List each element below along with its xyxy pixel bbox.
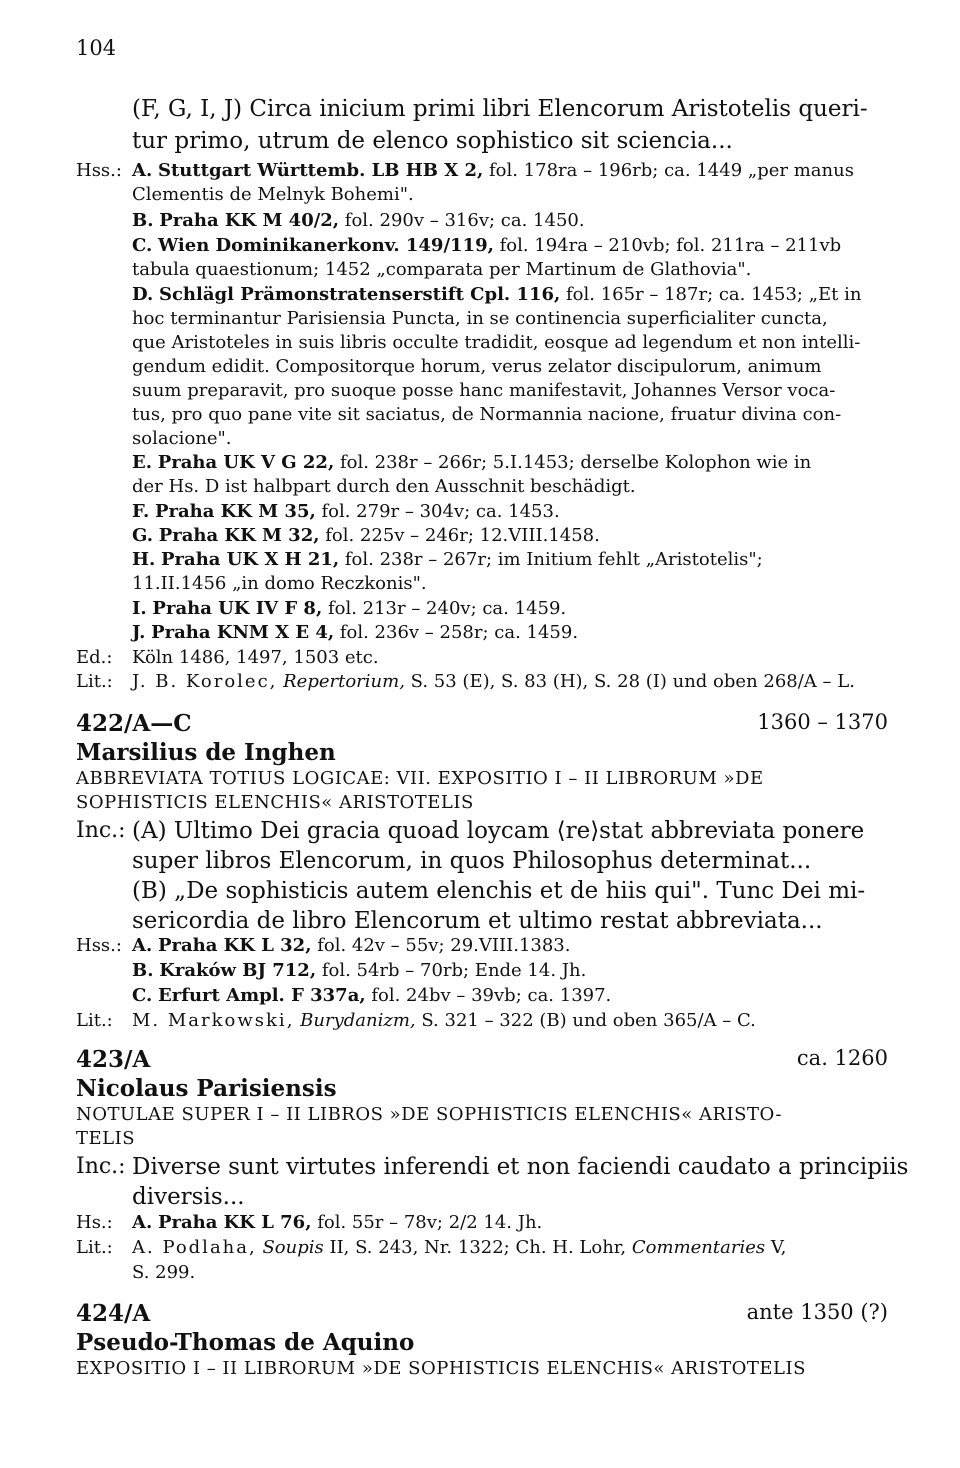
manuscript-entry <box>132 286 861 304</box>
entry-title-line: NOTULAE SUPER I – II LIBROS »DE SOPHISTICIS ELENCHIS« ARISTO- <box>76 1104 782 1125</box>
incipit-line: diversis... <box>132 1184 245 1210</box>
manuscript-entry <box>132 212 585 230</box>
hss-label: Hss.: <box>76 160 122 181</box>
manuscript-place: Wien Dominikanerkonv. 149/119, <box>158 235 494 256</box>
siglum: D. <box>132 284 154 305</box>
siglum: B. <box>132 960 154 981</box>
siglum: B. <box>132 210 154 231</box>
manuscript-detail: fol. 54rb – 70rb; Ende 14. Jh. <box>316 960 587 981</box>
edition-text: Köln 1486, 1497, 1503 etc. <box>132 647 379 668</box>
manuscript-detail: fol. 165r – 187r; ca. 1453; „Et in <box>560 284 862 305</box>
siglum: A. <box>132 160 153 181</box>
siglum: G. <box>132 525 153 546</box>
manuscript-place: Erfurt Ampl. F 337a, <box>158 985 366 1006</box>
manuscript-detail: fol. 236v – 258r; ca. 1459. <box>334 622 579 643</box>
lit-label: Lit.: <box>76 1010 113 1031</box>
manuscript-entry <box>132 624 578 642</box>
colophon-line: tus, pro quo pane vite sit saciatus, de Normannia nacione, fruatur divina con- <box>132 404 842 425</box>
entry-number: 422/A—C <box>76 710 192 737</box>
manuscript-detail: der Hs. D ist halbpart durch den Ausschnit beschädigt. <box>132 476 636 497</box>
manuscript-place: Praha UK IV F 8, <box>152 598 323 619</box>
manuscript-detail: fol. 24bv – 39vb; ca. 1397. <box>365 985 612 1006</box>
ed-label: Ed.: <box>76 647 113 668</box>
manuscript-entry <box>132 503 560 521</box>
incipit-line: (F, G, I, J) Circa inicium primi libri Elencorum Aristotelis queri- <box>132 96 868 122</box>
siglum: A. <box>132 1212 153 1233</box>
manuscript-detail: fol. 213r – 240v; ca. 1459. <box>322 598 567 619</box>
manuscript-place: Praha KK L 76, <box>157 1212 312 1233</box>
manuscript-detail: fol. 238r – 266r; 5.I.1453; derselbe Kolophon wie in <box>334 452 812 473</box>
entry-date: 1360 – 1370 <box>757 710 888 734</box>
incipit-line: sericordia de libro Elencorum et ultimo restat abbreviata... <box>132 908 823 934</box>
manuscript-place: Praha KK L 32, <box>157 935 312 956</box>
manuscript-entry <box>132 987 611 1005</box>
manuscript-place: Praha KK M 32, <box>158 525 320 546</box>
siglum: E. <box>132 452 152 473</box>
siglum: F. <box>132 501 150 522</box>
siglum: A. <box>132 935 153 956</box>
manuscript-entry <box>132 237 841 255</box>
manuscript-detail: fol. 42v – 55v; 29.VIII.1383. <box>311 935 571 956</box>
lit-label: Lit.: <box>76 671 113 692</box>
inc-label: Inc.: <box>76 1154 126 1179</box>
inc-label: Inc.: <box>76 818 126 843</box>
siglum: J. <box>132 622 146 643</box>
lit-title: Burydanizm, <box>300 1010 416 1031</box>
manuscript-place: Schlägl Prämonstratenserstift Cpl. 116, <box>158 284 561 305</box>
lit-label: Lit.: <box>76 1237 113 1258</box>
entry-date: ante 1350 (?) <box>746 1300 888 1324</box>
manuscript-place: Praha UK X H 21, <box>161 549 340 570</box>
entry-title-line: EXPOSITIO I – II LIBRORUM »DE SOPHISTICIS ELENCHIS« ARISTOTELIS <box>76 1358 806 1379</box>
manuscript-entry <box>132 962 586 980</box>
lit-author: J. B. Korolec, <box>132 671 278 692</box>
lit-author: M. Markowski, <box>132 1010 295 1031</box>
colophon-line: que Aristoteles in suis libris occulte tradidit, eosque ad legendum et non intelli- <box>132 332 861 353</box>
lit-title: Repertorium, <box>283 671 405 692</box>
siglum: C. <box>132 985 153 1006</box>
manuscript-detail: fol. 290v – 316v; ca. 1450. <box>339 210 585 231</box>
manuscript-place: Praha KK M 35, <box>154 501 316 522</box>
manuscript-detail: Clementis de Melnyk Bohemi". <box>132 184 414 205</box>
colophon-line: solacione". <box>132 428 232 449</box>
lit-author: A. Podlaha, <box>132 1237 257 1258</box>
manuscript-entry <box>132 937 570 955</box>
manuscript-place: Praha KK M 40/2, <box>159 210 340 231</box>
manuscript-entry <box>132 527 600 545</box>
manuscript-entry <box>132 454 811 472</box>
manuscript-place: Kraków BJ 712, <box>159 960 317 981</box>
manuscript-place: Stuttgart Württemb. LB HB X 2, <box>157 160 484 181</box>
manuscript-detail: fol. 194ra – 210vb; fol. 211ra – 211vb <box>493 235 842 256</box>
colophon-line: hoc terminantur Parisiensia Puncta, in se continencia superficialiter cuncta, <box>132 308 828 329</box>
colophon-line: suum preparavit, pro suoque posse hanc manifestavit, Johannes Versor voca- <box>132 380 836 401</box>
entry-number: 424/A <box>76 1300 151 1327</box>
lit-rest: S. 321 – 322 (B) und oben 365/A – C. <box>415 1010 756 1031</box>
lit-title: Soupis <box>262 1237 324 1258</box>
lit-rest: V, <box>765 1237 787 1258</box>
manuscript-entry <box>132 551 763 569</box>
siglum: C. <box>132 235 153 256</box>
manuscript-detail: fol. 225v – 246r; 12.VIII.1458. <box>319 525 600 546</box>
manuscript-entry <box>132 1214 542 1232</box>
page-number: 104 <box>76 36 117 60</box>
literature-entry <box>132 1012 756 1030</box>
entry-title-line: SOPHISTICIS ELENCHIS« ARISTOTELIS <box>76 792 474 813</box>
lit-rest: II, S. 243, Nr. 1322; Ch. H. Lohr, <box>323 1237 627 1258</box>
manuscript-detail: fol. 55r – 78v; 2/2 14. Jh. <box>311 1212 543 1233</box>
manuscript-detail: fol. 279r – 304v; ca. 1453. <box>315 501 560 522</box>
hss-label: Hss.: <box>76 935 122 956</box>
literature-entry <box>132 673 855 691</box>
entry-title-line: ABBREVIATA TOTIUS LOGICAE: VII. EXPOSITIO I – II LIBRORUM »DE <box>76 768 764 789</box>
manuscript-detail: fol. 178ra – 196rb; ca. 1449 „per manus <box>483 160 854 181</box>
lit-title: Commentaries <box>631 1237 766 1258</box>
entry-author: Pseudo-Thomas de Aquino <box>76 1329 415 1356</box>
hs-label: Hs.: <box>76 1212 113 1233</box>
manuscript-detail: 11.II.1456 „in domo Reczkonis". <box>132 573 427 594</box>
lit-rest: S. 53 (E), S. 83 (H), S. 28 (I) und oben 268/A – L. <box>404 671 855 692</box>
entry-date: ca. 1260 <box>796 1046 888 1070</box>
manuscript-entry <box>132 162 854 180</box>
literature-entry <box>132 1239 786 1257</box>
manuscript-place: Praha KNM X E 4, <box>151 622 335 643</box>
manuscript-place: Praha UK V G 22, <box>157 452 335 473</box>
incipit-line: (A) Ultimo Dei gracia quoad loycam ⟨re⟩stat abbreviata ponere <box>132 818 865 844</box>
incipit-line: Diverse sunt virtutes inferendi et non faciendi caudato a principiis <box>132 1154 909 1180</box>
siglum: I. <box>132 598 147 619</box>
siglum: H. <box>132 549 156 570</box>
entry-title-line: TELIS <box>76 1128 136 1149</box>
manuscript-detail: fol. 238r – 267r; im Initium fehlt „Aristotelis"; <box>339 549 763 570</box>
incipit-line: tur primo, utrum de elenco sophistico sit sciencia... <box>132 128 733 154</box>
incipit-line: super libros Elencorum, in quos Philosophus determinat... <box>132 848 812 874</box>
incipit-line: (B) „De sophisticis autem elenchis et de hiis qui". Tunc Dei mi- <box>132 878 866 904</box>
lit-rest: S. 299. <box>132 1262 196 1283</box>
colophon-line: gendum edidit. Compositorque horum, verus zelator discipulorum, animum <box>132 356 822 377</box>
entry-number: 423/A <box>76 1046 151 1073</box>
manuscript-detail: tabula quaestionum; 1452 „comparata per Martinum de Glathovia". <box>132 259 752 280</box>
manuscript-entry <box>132 600 566 618</box>
entry-author: Nicolaus Parisiensis <box>76 1075 337 1102</box>
entry-author: Marsilius de Inghen <box>76 739 336 766</box>
